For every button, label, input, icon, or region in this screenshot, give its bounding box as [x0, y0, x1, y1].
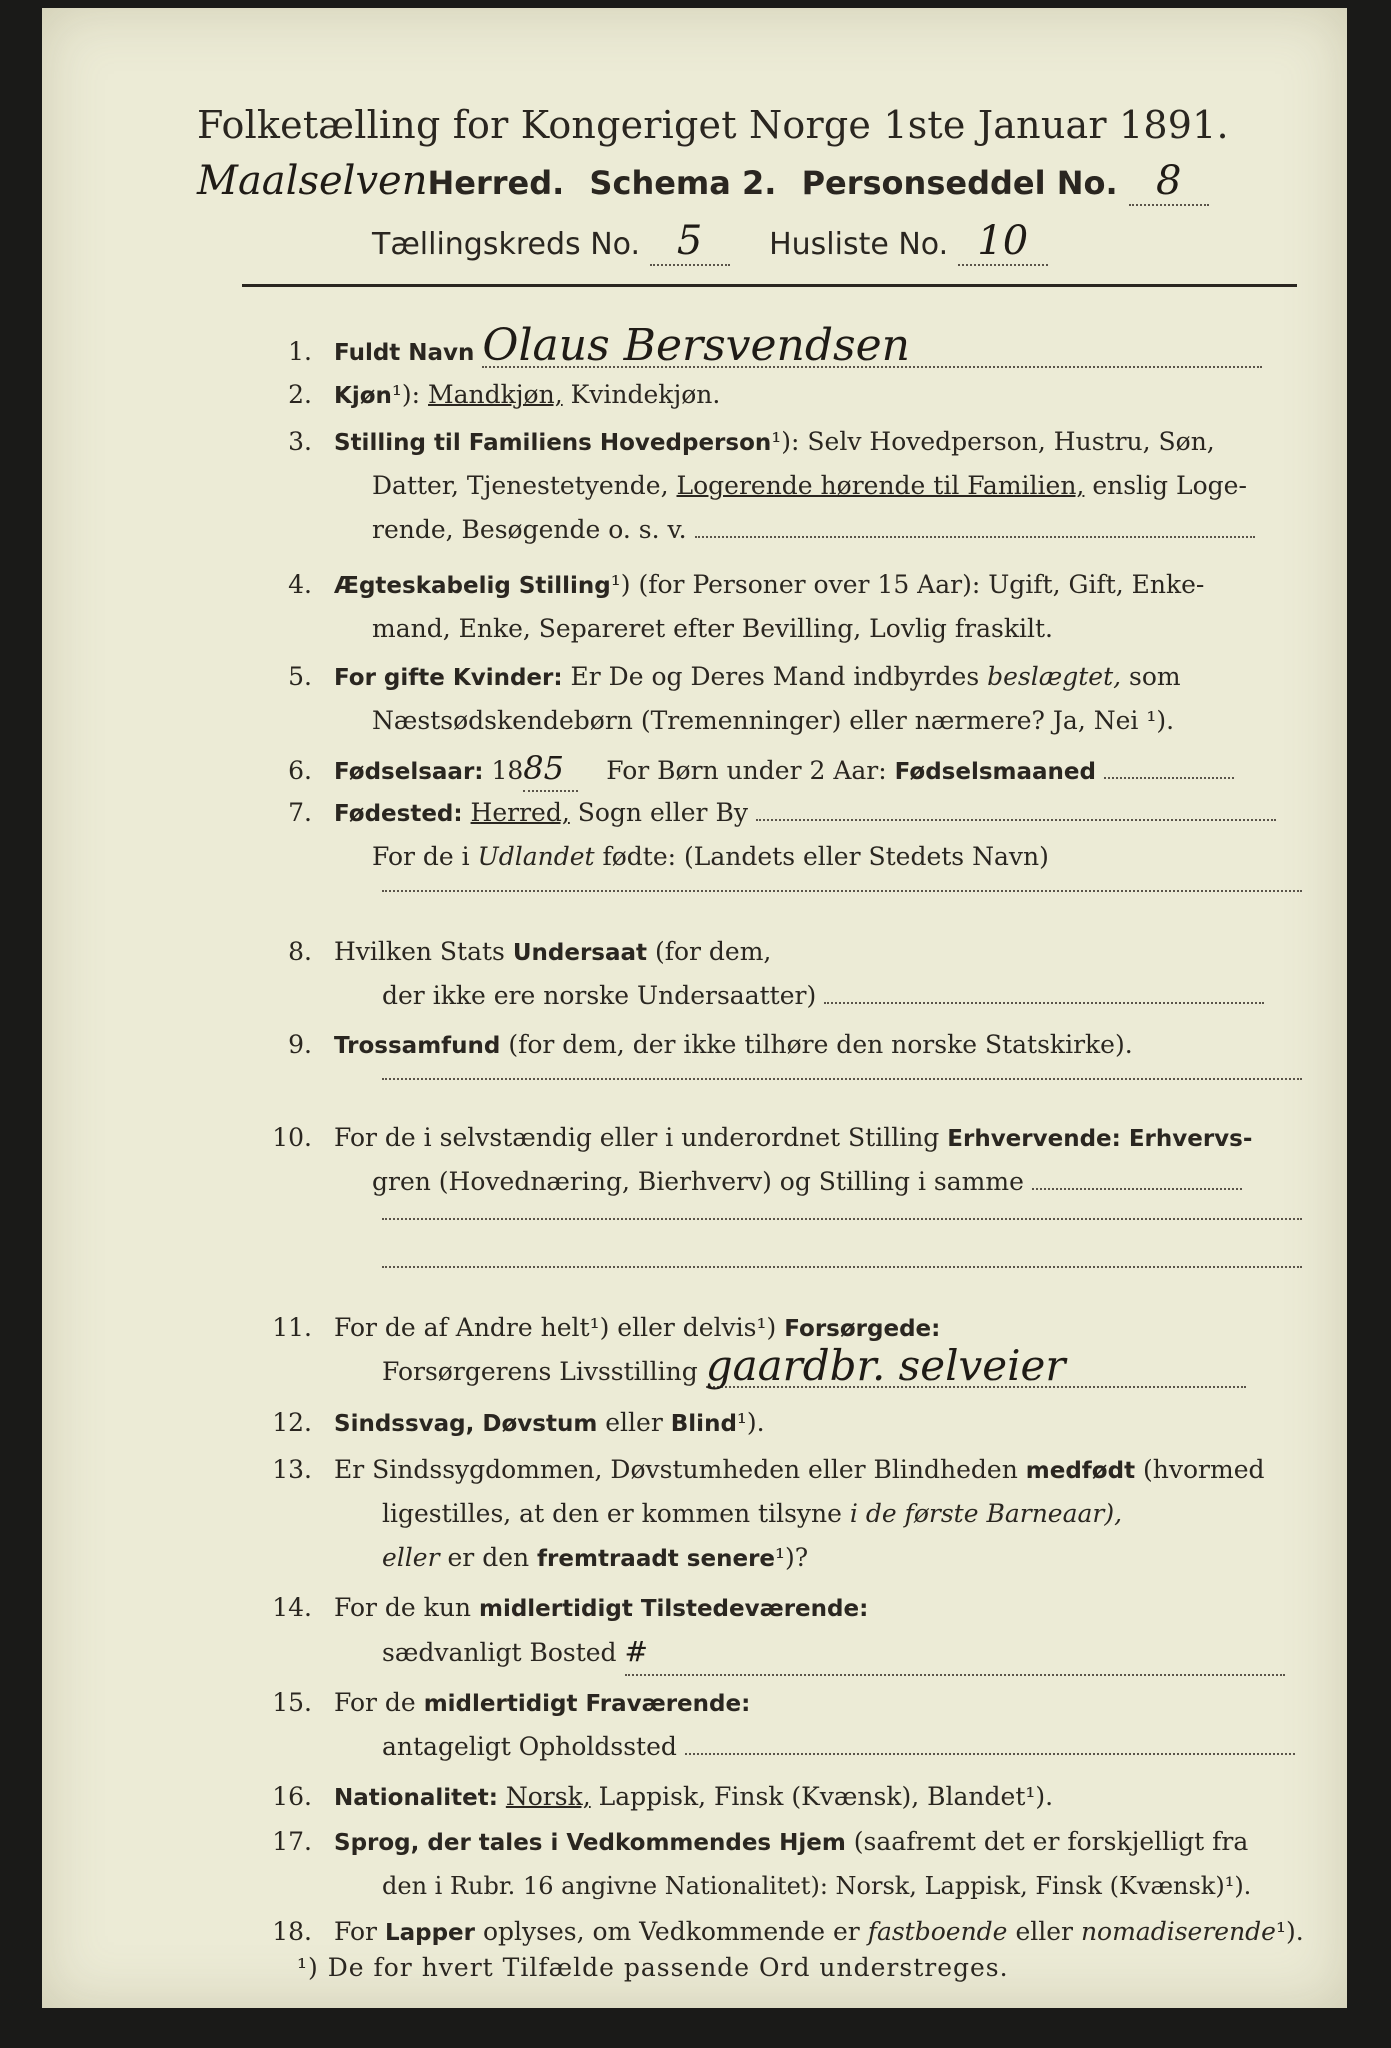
item-text-italic: nomadiserende: [1080, 1917, 1276, 1946]
schema-label: Schema 2.: [589, 164, 777, 202]
item-5-line2: [242, 699, 1391, 743]
item-label: Fuldt Navn: [334, 340, 475, 366]
item-number: 16.: [272, 1782, 312, 1811]
item-9: [242, 1023, 1302, 1068]
footnote-ref: ¹)?: [775, 1543, 809, 1572]
item-text: enslig Loge-: [1092, 471, 1247, 500]
answer-line: [1104, 759, 1234, 779]
form-header-line3: [372, 218, 1048, 266]
item-label: Erhvervende:: [947, 1126, 1121, 1152]
item-4: [242, 563, 1302, 608]
item-label: Undersaat: [512, 940, 648, 966]
census-form: [42, 8, 1347, 2008]
husliste-number: 10: [958, 218, 1048, 266]
item-number: 11.: [272, 1313, 312, 1342]
item-number: 2.: [288, 380, 312, 409]
item-4-line2: [242, 607, 1391, 651]
item-label: Forsørgede:: [784, 1316, 941, 1342]
item-text: Næstsødskendebørn (Tremenninger) eller nærmere? Ja, Nei ¹).: [372, 706, 1175, 735]
item-text: oplyses, om Vedkommende er: [482, 1917, 860, 1946]
item-13-line3: [242, 1536, 1391, 1581]
item-text: eller: [1015, 1917, 1073, 1946]
item-text-italic: Udlandet: [477, 842, 595, 871]
item-12: [242, 1401, 1302, 1446]
item-label: Sindssvag, Døvstum: [334, 1411, 598, 1437]
item-text: Hvilken Stats: [334, 937, 505, 966]
item-text: For de: [334, 1688, 416, 1717]
item-text: (for dem,: [654, 937, 772, 966]
item-number: 8.: [288, 937, 312, 966]
answer-line: [1032, 1170, 1242, 1190]
item-number: 6.: [288, 756, 312, 785]
item-text: For de af Andre helt¹) eller delvis¹): [334, 1313, 777, 1342]
item-14-line2: [242, 1630, 1391, 1676]
answer-line: [756, 801, 1276, 821]
item-3-line2: [242, 464, 1391, 508]
item-text-italic: fastboende: [867, 1917, 1008, 1946]
item-number: 13.: [272, 1455, 312, 1484]
option-logerende: Logerende hørende til Familien,: [676, 471, 1085, 500]
item-13: [242, 1448, 1302, 1493]
item-17-line2: [242, 1864, 1391, 1908]
header-divider: [242, 284, 1297, 287]
item-text: ligestilles, at den er kommen tilsyne: [382, 1499, 842, 1528]
item-text: mand, Enke, Separeret efter Bevilling, Lovlig fraskilt.: [372, 614, 1053, 643]
footnote-ref: ¹).: [736, 1408, 765, 1437]
item-3-line3: [242, 508, 1391, 552]
option-norsk: Norsk,: [505, 1782, 591, 1811]
item-7: [242, 791, 1302, 836]
item-18: [242, 1910, 1302, 1955]
item-label: Sprog, der tales i Vedkommendes Hjem: [334, 1830, 846, 1856]
item-15: [242, 1681, 1302, 1726]
item-label: Blind: [670, 1411, 737, 1437]
full-name-value: Olaus Bersvendsen: [482, 326, 1262, 368]
footnote-ref: ¹):: [391, 380, 421, 409]
item-10: [242, 1116, 1302, 1161]
item-text-italic: eller: [382, 1543, 440, 1572]
item-text: (for dem, der ikke tilhøre den norske Statskirke).: [508, 1030, 1133, 1059]
item-16: [242, 1775, 1302, 1820]
item-14: [242, 1586, 1302, 1631]
item-number: 3.: [288, 427, 312, 456]
item-number: 18.: [272, 1917, 312, 1946]
item-text: den i Rubr. 16 angivne Nationalitet): Norsk, Lappisk, Finsk (Kvænsk)¹).: [382, 1872, 1252, 1900]
item-text: Er De og Deres Mand indbyrdes: [570, 662, 980, 691]
item-7-line2: [242, 835, 1391, 879]
item-17: [242, 1820, 1302, 1865]
item-text: ¹): Selv Hovedperson, Hustru, Søn,: [771, 427, 1215, 456]
item-text: er den: [447, 1543, 530, 1572]
item-number: 7.: [288, 798, 312, 827]
item-text: rende, Besøgende o. s. v.: [372, 515, 687, 544]
husliste-label: Husliste No.: [769, 227, 949, 262]
item-text: For: [334, 1917, 377, 1946]
personseddel-label: Personseddel No.: [801, 164, 1118, 202]
item-text: fødte: (Landets eller Stedets Navn): [602, 842, 1049, 871]
item-label: Stilling til Familiens Hovedperson: [334, 430, 772, 456]
item-6: [242, 746, 1302, 794]
item-label: midlertidigt Tilstedeværende:: [478, 1596, 869, 1622]
item-3: [242, 420, 1302, 465]
answer-line: [382, 1218, 1302, 1220]
item-text: Forsørgerens Livsstilling: [382, 1357, 698, 1386]
answer-line: [382, 890, 1302, 892]
item-text: (hvormed: [1143, 1455, 1265, 1484]
item-text: sædvanligt Bosted: [382, 1638, 617, 1667]
answer-line: [382, 1078, 1302, 1080]
item-15-line2: [242, 1725, 1391, 1769]
answer-line: [695, 518, 1255, 538]
item-number: 5.: [288, 662, 312, 691]
item-label: Erhvervs-: [1128, 1126, 1253, 1152]
item-number: 4.: [288, 570, 312, 599]
option-mandkjon: Mandkjøn,: [428, 380, 563, 409]
item-text: eller: [605, 1408, 663, 1437]
option-kvindekjon: Kvindekjøn.: [570, 380, 721, 409]
item-text: der ikke ere norske Undersaatter): [382, 981, 817, 1010]
item-label: Fødselsmaaned: [894, 759, 1096, 785]
item-text: Er Sindssygdommen, Døvstumheden eller Blindheden: [334, 1455, 1018, 1484]
item-13-line2: [242, 1492, 1391, 1536]
item-text-italic: beslægtet,: [987, 662, 1122, 691]
form-header-line2: [197, 158, 1209, 206]
footnote: ¹) De for hvert Tilfælde passende Ord understreges.: [297, 1953, 1009, 1982]
item-label: fremtraadt senere: [537, 1546, 776, 1572]
item-label: Lapper: [384, 1920, 475, 1946]
item-label: Fødselsaar:: [334, 759, 484, 785]
item-label: Nationalitet:: [334, 1785, 498, 1811]
birth-year-prefix: 18: [491, 756, 524, 785]
item-text: antageligt Opholdssted: [382, 1732, 677, 1761]
item-2: [242, 373, 1302, 418]
item-number: 12.: [272, 1408, 312, 1437]
item-text: gren (Hovednæring, Bierhverv) og Stilling i samme: [372, 1167, 1024, 1196]
usual-residence-value: #: [625, 1630, 1285, 1676]
item-text: ¹) (for Personer over 15 Aar): Ugift, Gift, Enke-: [610, 570, 1205, 599]
item-text: For de i: [372, 842, 470, 871]
item-text: Sogn eller By: [577, 798, 748, 827]
item-number: 9.: [288, 1030, 312, 1059]
item-number: 15.: [272, 1688, 312, 1717]
item-5: [242, 655, 1302, 700]
item-text: For Børn under 2 Aar:: [606, 756, 887, 785]
item-text: For de kun: [334, 1593, 472, 1622]
herred-label: Herred.: [427, 164, 565, 202]
item-1: [242, 320, 1302, 375]
taellingskreds-number: 5: [650, 218, 730, 266]
item-label: Trossamfund: [334, 1033, 501, 1059]
birth-year-value: 85: [523, 746, 578, 792]
item-text: Lappisk, Finsk (Kvænsk), Blandet¹).: [598, 1782, 1054, 1811]
item-number: 17.: [272, 1827, 312, 1856]
item-11-line2: [242, 1341, 1391, 1394]
taellingskreds-label: Tællingskreds No.: [372, 227, 640, 262]
footnote-ref: ¹).: [1275, 1917, 1304, 1946]
item-label: medfødt: [1025, 1458, 1136, 1484]
item-number: 10.: [272, 1123, 312, 1152]
item-label: For gifte Kvinder:: [334, 665, 563, 691]
item-text: Datter, Tjenestetyende,: [372, 471, 669, 500]
item-label: Ægteskabelig Stilling: [334, 573, 611, 599]
option-herred: Herred,: [470, 798, 570, 827]
form-title: Folketælling for Kongeriget Norge 1ste Januar 1891.: [197, 103, 1229, 147]
item-number: 14.: [272, 1593, 312, 1622]
answer-line: [382, 1266, 1302, 1268]
provider-occupation-value: gaardbr. selveier: [706, 1346, 1246, 1388]
item-text: som: [1129, 662, 1181, 691]
item-8: [242, 930, 1302, 975]
item-label: midlertidigt Fraværende:: [423, 1691, 751, 1717]
herred-name: Maalselven: [197, 158, 428, 204]
item-label: Fødested:: [334, 801, 463, 827]
item-text: (saafremt det er forskjelligt fra: [853, 1827, 1249, 1856]
item-number: 1.: [288, 337, 312, 366]
item-8-line2: [242, 974, 1391, 1018]
item-label: Kjøn: [334, 383, 392, 409]
item-text: For de i selvstændig eller i underordnet Stilling: [334, 1123, 940, 1152]
personseddel-number: 8: [1129, 158, 1209, 206]
answer-line: [824, 984, 1264, 1004]
answer-line: [685, 1735, 1295, 1755]
item-text-italic: i de første Barneaar),: [849, 1499, 1123, 1528]
item-10-line2: [242, 1160, 1391, 1204]
